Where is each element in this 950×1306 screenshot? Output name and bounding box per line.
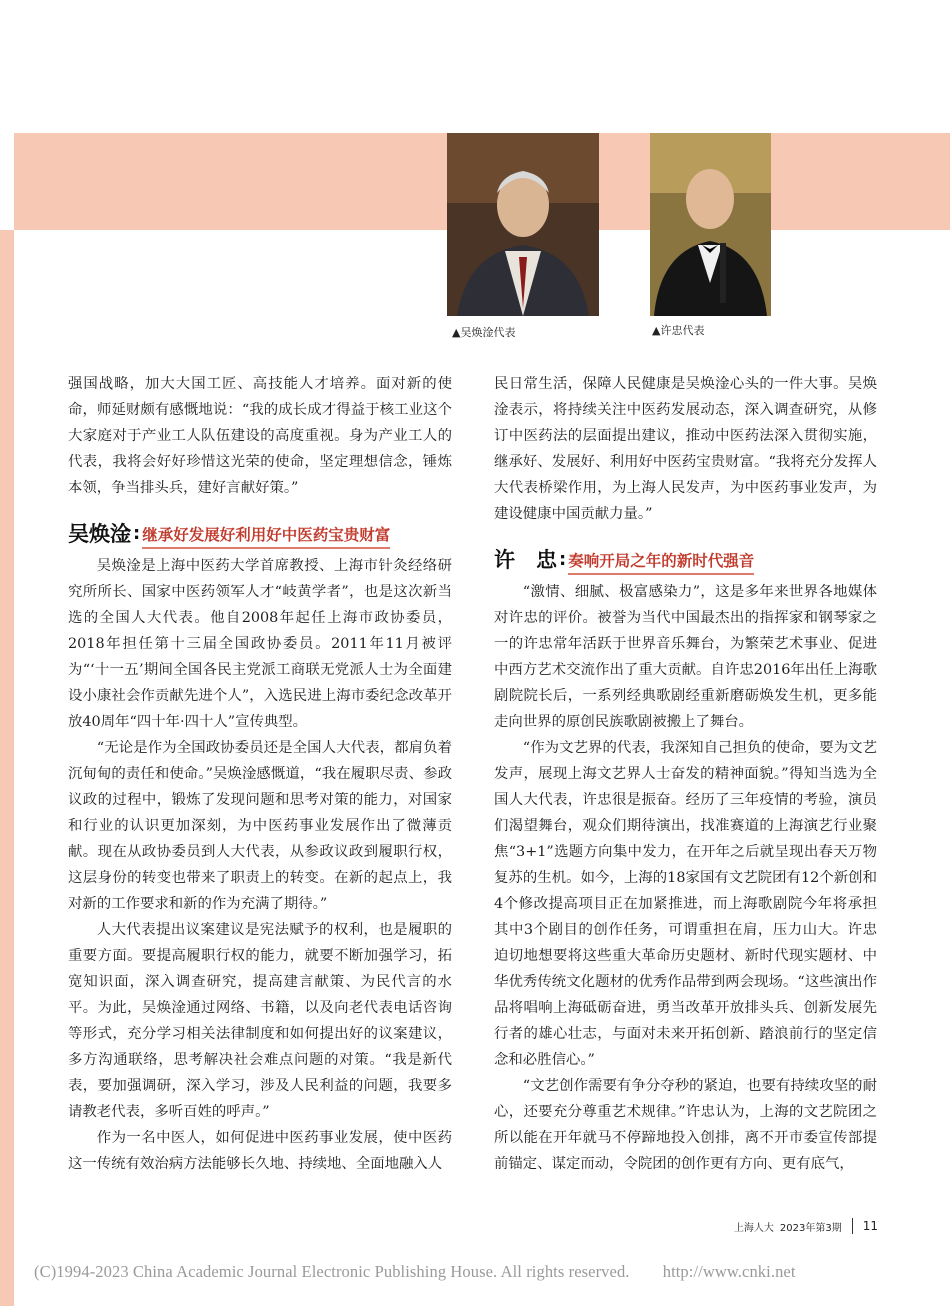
magazine-name: 上海人大 bbox=[733, 1222, 774, 1234]
body-paragraph: 吴焕淦是上海中医药大学首席教授、上海市针灸经络研究所所长、国家中医药领军人才“岐黄学者”，也是这次新当选的全国人大代表。他自2008年起任上海市政协委员，2018年担任第十三届全国政协委员。2011年11月被评为“‘十一五’期间全国各民主党派工商联无党派人士为全面建设小康社会作贡献先进个人”，入选民进上海市委纪念改革开放40周年“四十年·四十人”宣传典型。 bbox=[68, 558, 452, 730]
section-colon: : bbox=[559, 549, 567, 570]
footer-divider bbox=[852, 1218, 853, 1234]
photo-caption-1: ▲吴焕淦代表 bbox=[452, 326, 516, 339]
copyright-notice: (C)1994-2023 China Academic Journal Electronic Publishing House. All rights reserved. http://www.cnki.net bbox=[34, 1262, 796, 1281]
right-intro-paragraph: 民日常生活，保障人民健康是吴焕淦心头的一件大事。吴焕淦表示，将持续关注中医药发展动态，深入调查研究，从修订中医药法的层面提出建议，推动中医药法深入贯彻实施，继承好、发展好、利用好中医药宝贵财富。“我将充分发挥人大代表桥梁作用，为上海人民发声，为中医药事业发声，为建设健康中国贡献力量。” bbox=[494, 376, 877, 522]
right-column bbox=[494, 371, 877, 1177]
photo-wu-huangan bbox=[447, 133, 599, 316]
body-paragraph: 人大代表提出议案建议是宪法赋予的权利，也是履职的重要方面。要提高履职行权的能力，就要不断加强学习，拓宽知识面，深入调查研究，提高建言献策、为民代言的水平。为此，吴焕淦通过网络、书籍，以及向老代表电话咨询等形式，充分学习相关法律制度和如何提出好的议案建议，多方沟通联络，思考解决社会难点问题的对策。“我是新代表，要加强调研，深入学习，涉及人民利益的问题，我要多请教老代表，多听百姓的呼声。” bbox=[68, 922, 452, 1120]
photo-xu-zhong bbox=[650, 133, 771, 316]
body-paragraph: “激情、细腻、极富感染力”，这是多年来世界各地媒体对许忠的评价。被誉为当代中国最杰出的指挥家和钢琴家之一的许忠常年活跃于世界音乐舞台，为繁荣艺术事业、促进中西方艺术交流作出了重大贡献。自许忠2016年出任上海歌剧院院长后，一系列经典歌剧经重新磨砺焕发生机，更多能走向世界的原创民族歌剧被搬上了舞台。 bbox=[494, 584, 877, 730]
body-paragraph: “作为文艺界的代表，我深知自己担负的使命，要为文艺发声，展现上海文艺界人士奋发的精神面貌。”得知当选为全国人大代表，许忠很是振奋。经历了三年疫情的考验，演员们渴望舞台，观众们期待演出，找准赛道的上海演艺行业聚焦“3+1”选题方向集中发力，在开年之后就呈现出春天万物复苏的生机。如今，上海的18家国有文艺院团有12个新创和4个修改提高项目正在加紧推进，而上海歌剧院今年将承担其中3个剧目的创作任务，可谓重担在肩，压力山大。许忠迫切地想要将这些重大革命历史题材、新时代现实题材、中华优秀传统文化题材的优秀作品带到两会现场。“这些演出作品将唱响上海砥砺奋进，勇当改革开放排头兵、创新发展先行者的雄心壮志，与面对未来开拓创新、踏浪前行的坚定信念和必胜信心。” bbox=[494, 740, 877, 1068]
body-paragraph: “文艺创作需要有争分夺秒的紧迫，也要有持续攻坚的耐心，还要充分尊重艺术规律。”许忠认为，上海的文艺院团之所以能在开年就马不停蹄地投入创排，离不开市委宣传部提前锚定、谋定而动，令院团的创作更有方向、更有底气， bbox=[494, 1078, 877, 1172]
body-paragraph: “无论是作为全国政协委员还是全国人大代表，都肩负着沉甸甸的责任和使命。”吴焕淦感慨道，“我在履职尽责、参政议政的过程中，锻炼了发现问题和思考对策的能力，对国家和行业的认识更加深刻，为中医药事业发展作出了微薄贡献。现在从政协委员到人大代表，从参政议政到履职行权，这层身份的转变也带来了职责上的转变。在新的起点上，我对新的工作要求和新的作为充满了期待。” bbox=[68, 740, 452, 912]
section-colon: : bbox=[133, 523, 141, 544]
section-heading-wu bbox=[68, 515, 452, 549]
section-name: 吴焕淦 bbox=[68, 522, 131, 546]
body-paragraph: 作为一名中医人，如何促进中医药事业发展，使中医药这一传统有效治病方法能够长久地、持续地、全面地融入人 bbox=[68, 1130, 452, 1172]
left-intro-paragraph: 强国战略，加大大国工匠、高技能人才培养。面对新的使命，师延财颇有感慨地说：“我的成长成才得益于核工业这个大家庭对于产业工人队伍建设的高度重视。身为产业工人的代表，我将会好好珍惜这光荣的使命，坚定理想信念，锤炼本领，争当排头兵，建好言献好策。” bbox=[68, 376, 452, 496]
page-number: 11 bbox=[862, 1219, 878, 1233]
photo-caption-2: ▲许忠代表 bbox=[652, 324, 705, 337]
section-name: 许 忠 bbox=[494, 548, 557, 572]
section-title: 继承好发展好利用好中医药宝贵财富 bbox=[142, 524, 390, 549]
left-column bbox=[68, 371, 452, 1177]
section-title: 奏响开局之年的新时代强音 bbox=[568, 550, 754, 575]
issue-label: 2023年第3期 bbox=[779, 1222, 842, 1234]
section-heading-xu bbox=[494, 541, 877, 575]
page-footer bbox=[734, 1218, 878, 1234]
side-strip bbox=[0, 230, 14, 1306]
